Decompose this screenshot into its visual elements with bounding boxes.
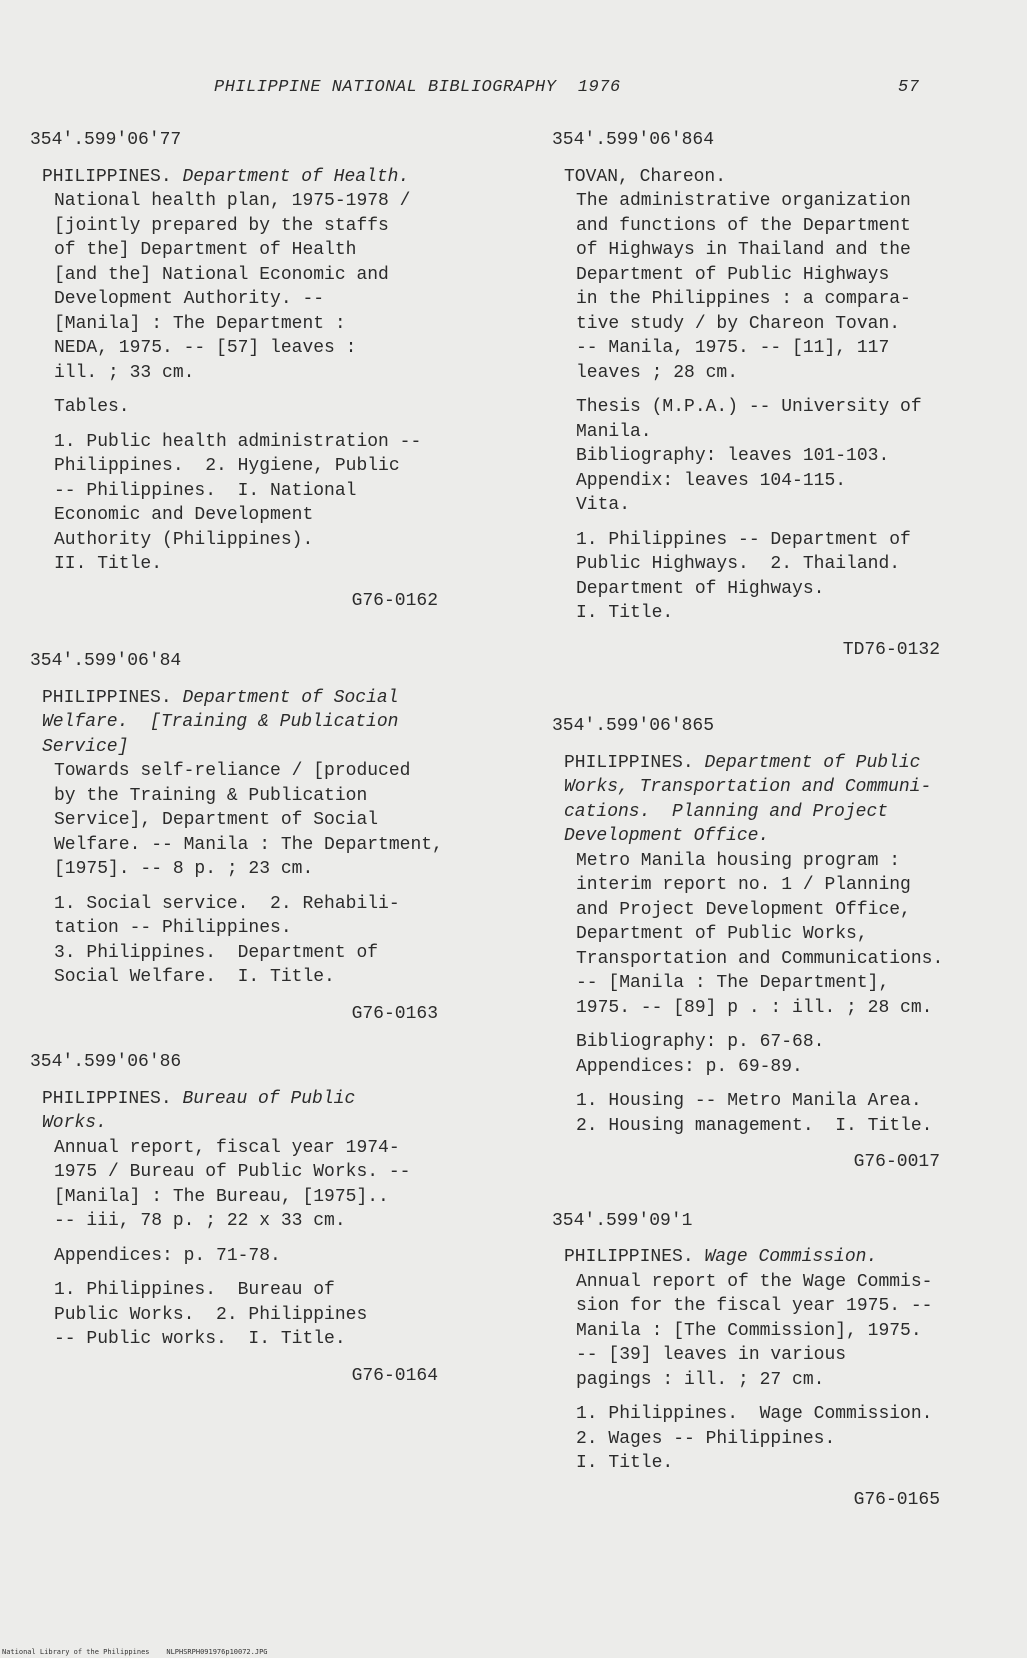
tracing-line: 1. Philippines -- Department of [576,529,911,550]
note-line: Appendix: leaves 104-115. [576,470,847,491]
description-line: of Highways in Thailand and the [576,240,911,260]
description-line: [Manila] : The Department : [54,313,346,334]
note-line: Manila. [576,421,652,442]
tracing-line: -- Public works. I. Title. [54,1329,346,1349]
description-line: -- iii, 78 p. ; 22 x 33 cm. [54,1211,346,1231]
bib-entry [552,714,992,1175]
description [564,189,992,385]
tracing-line: I. Title. [576,603,674,623]
heading-subdivision-line: Development Office. [564,826,770,846]
entry-body [552,165,992,626]
note-line: Vita. [576,495,631,515]
description-line: 1975 / Bureau of Public Works. -- [54,1162,411,1182]
description-line: 1975. -- [89] p . : ill. ; 28 cm. [576,997,933,1018]
heading-main: TOVAN, Chareon. [564,166,727,187]
heading-subdivision-line: Service] [42,736,129,757]
heading-subdivision: Department of Social [182,687,399,708]
entry-heading [564,165,992,190]
entry-heading [42,165,490,190]
control-number: G76-0165 [853,1489,940,1510]
notes [42,395,490,420]
tracing-line: 3. Philippines. Department of [54,942,379,963]
tracings [42,1278,490,1352]
control-number: G76-0164 [351,1365,438,1386]
tracing-line: 1. Public health administration -- [54,431,422,452]
heading-subdivision-line: Welfare. [Training & Publication [42,712,399,732]
description-line: Annual report of the Wage Commis- [576,1271,933,1292]
heading-subdivision-line: Works. [42,1113,107,1133]
left-column [30,128,490,1388]
description-line: by the Training & Publication [54,785,368,806]
tracing-line: Public Works. 2. Philippines [54,1304,368,1325]
tracings [564,528,992,626]
note-line: Tables. [54,397,130,417]
control-number: G76-0163 [351,1003,438,1024]
description-line: and functions of the Department [576,215,911,236]
description-line: ill. ; 33 cm. [54,362,195,383]
description-line: Towards self-reliance / [produced [54,761,411,781]
class-number: 354'.599'06'84 [30,651,182,671]
description [42,189,490,385]
tracing-line: Department of Highways. [576,578,825,599]
tracing-line: 1. Philippines. Bureau of [54,1280,335,1300]
description-line: interim report no. 1 / Planning [576,875,911,895]
tracing-line: Public Highways. 2. Thailand. [576,554,901,574]
entry-body [552,751,992,1139]
right-column [552,128,992,1512]
description-line: Transportation and Communications. [576,948,944,969]
heading-main: PHILIPPINES. [564,1247,694,1267]
description-line: [1975]. -- 8 p. ; 23 cm. [54,859,314,879]
description-line: Welfare. -- Manila : The Department, [54,834,443,855]
heading-subdivision-line: cations. Planning and Project [564,801,889,822]
bib-entry [30,128,490,613]
heading-main: PHILIPPINES. [564,752,694,773]
description-line: [Manila] : The Bureau, [1975].. [54,1186,389,1207]
entry-body [30,165,490,577]
tracing-line: Social Welfare. I. Title. [54,967,335,987]
tracing-line: 1. Housing -- Metro Manila Area. [576,1091,922,1111]
scan-footer: National Library of the Philippines NLPHSRPH091976p10072.JPG [2,1648,268,1656]
tracing-line: Economic and Development [54,505,314,525]
description-line: -- Manila, 1975. -- [11], 117 [576,338,890,358]
tracings [42,430,490,577]
description [564,849,992,1021]
heading-main: PHILIPPINES. [42,166,172,187]
description-line: Service], Department of Social [54,810,379,830]
description-line: [jointly prepared by the staffs [54,215,389,236]
tracings [564,1089,992,1138]
page-number: 57 [898,78,920,97]
description [564,1270,992,1393]
control-number: G76-0162 [351,590,438,611]
description-line: Annual report, fiscal year 1974- [54,1137,400,1158]
description-line: -- [Manila : The Department], [576,973,890,993]
note-line: Appendices: p. 69-89. [576,1056,803,1077]
bib-entry [30,649,490,1026]
running-title: PHILIPPINE NATIONAL BIBLIOGRAPHY 1976 [214,78,621,97]
bib-entry [552,1209,992,1513]
class-number: 354'.599'06'865 [552,716,715,736]
description-line: The administrative organization [576,191,911,211]
entry-body [30,1087,490,1352]
description [42,1136,490,1234]
entry-heading [564,751,992,776]
control-number: G76-0017 [853,1152,940,1172]
description-line: leaves ; 28 cm. [576,362,739,383]
description-line: Metro Manila housing program : [576,850,901,871]
description-line: Department of Public Highways [576,264,890,285]
description-line: tive study / by Chareon Tovan. [576,313,901,334]
description [42,759,490,882]
class-number: 354'.599'09'1 [552,1210,693,1231]
tracing-line: Philippines. 2. Hygiene, Public [54,456,400,476]
class-number: 354'.599'06'864 [552,130,715,150]
tracings [42,892,490,990]
description-line: and Project Development Office, [576,899,911,920]
description-line: National health plan, 1975-1978 / [54,191,411,211]
entry-body [30,686,490,990]
tracing-line: tation -- Philippines. [54,918,292,938]
entry-heading [42,686,490,711]
tracing-line: Authority (Philippines). [54,529,314,550]
tracing-line: 1. Philippines. Wage Commission. [576,1404,933,1424]
note-line: Appendices: p. 71-78. [54,1245,281,1266]
tracing-line: I. Title. [576,1453,674,1473]
tracing-line: -- Philippines. I. National [54,480,357,501]
note-line: Bibliography: leaves 101-103. [576,446,890,466]
control-number: TD76-0132 [842,639,940,660]
description-line: NEDA, 1975. -- [57] leaves : [54,338,357,358]
tracing-line: II. Title. [54,554,163,574]
class-number: 354'.599'06'77 [30,130,182,150]
notes [564,395,992,518]
heading-main: PHILIPPINES. [42,1088,172,1109]
heading-subdivision: Bureau of Public [182,1088,356,1109]
heading-subdivision: Department of Health. [182,166,410,187]
heading-subdivision-line: Works, Transportation and Communi- [564,777,932,797]
description-line: Department of Public Works, [576,924,868,944]
note-line: Thesis (M.P.A.) -- University of [576,397,922,417]
description-line: pagings : ill. ; 27 cm. [576,1369,825,1390]
tracing-line: 2. Housing management. I. Title. [576,1115,933,1136]
heading-subdivision: Wage Commission. [704,1247,878,1267]
entry-heading [564,1245,992,1270]
tracings [564,1402,992,1476]
note-line: Bibliography: p. 67-68. [576,1032,825,1052]
entry-body [552,1245,992,1476]
class-number: 354'.599'06'86 [30,1052,182,1072]
description-line: [and the] National Economic and [54,264,389,285]
description-line: in the Philippines : a compara- [576,289,911,309]
tracing-line: 2. Wages -- Philippines. [576,1428,836,1449]
description-line: -- [39] leaves in various [576,1345,847,1365]
notes [42,1244,490,1269]
notes [564,1030,992,1079]
entry-heading [42,1087,490,1112]
description-line: of the] Department of Health [54,240,357,260]
description-line: Development Authority. -- [54,289,325,309]
bib-entry [552,128,992,662]
description-line: sion for the fiscal year 1975. -- [576,1296,933,1316]
tracing-line: 1. Social service. 2. Rehabili- [54,893,400,914]
bib-entry [30,1050,490,1388]
heading-subdivision: Department of Public [704,752,921,773]
description-line: Manila : [The Commission], 1975. [576,1320,922,1341]
heading-main: PHILIPPINES. [42,687,172,708]
